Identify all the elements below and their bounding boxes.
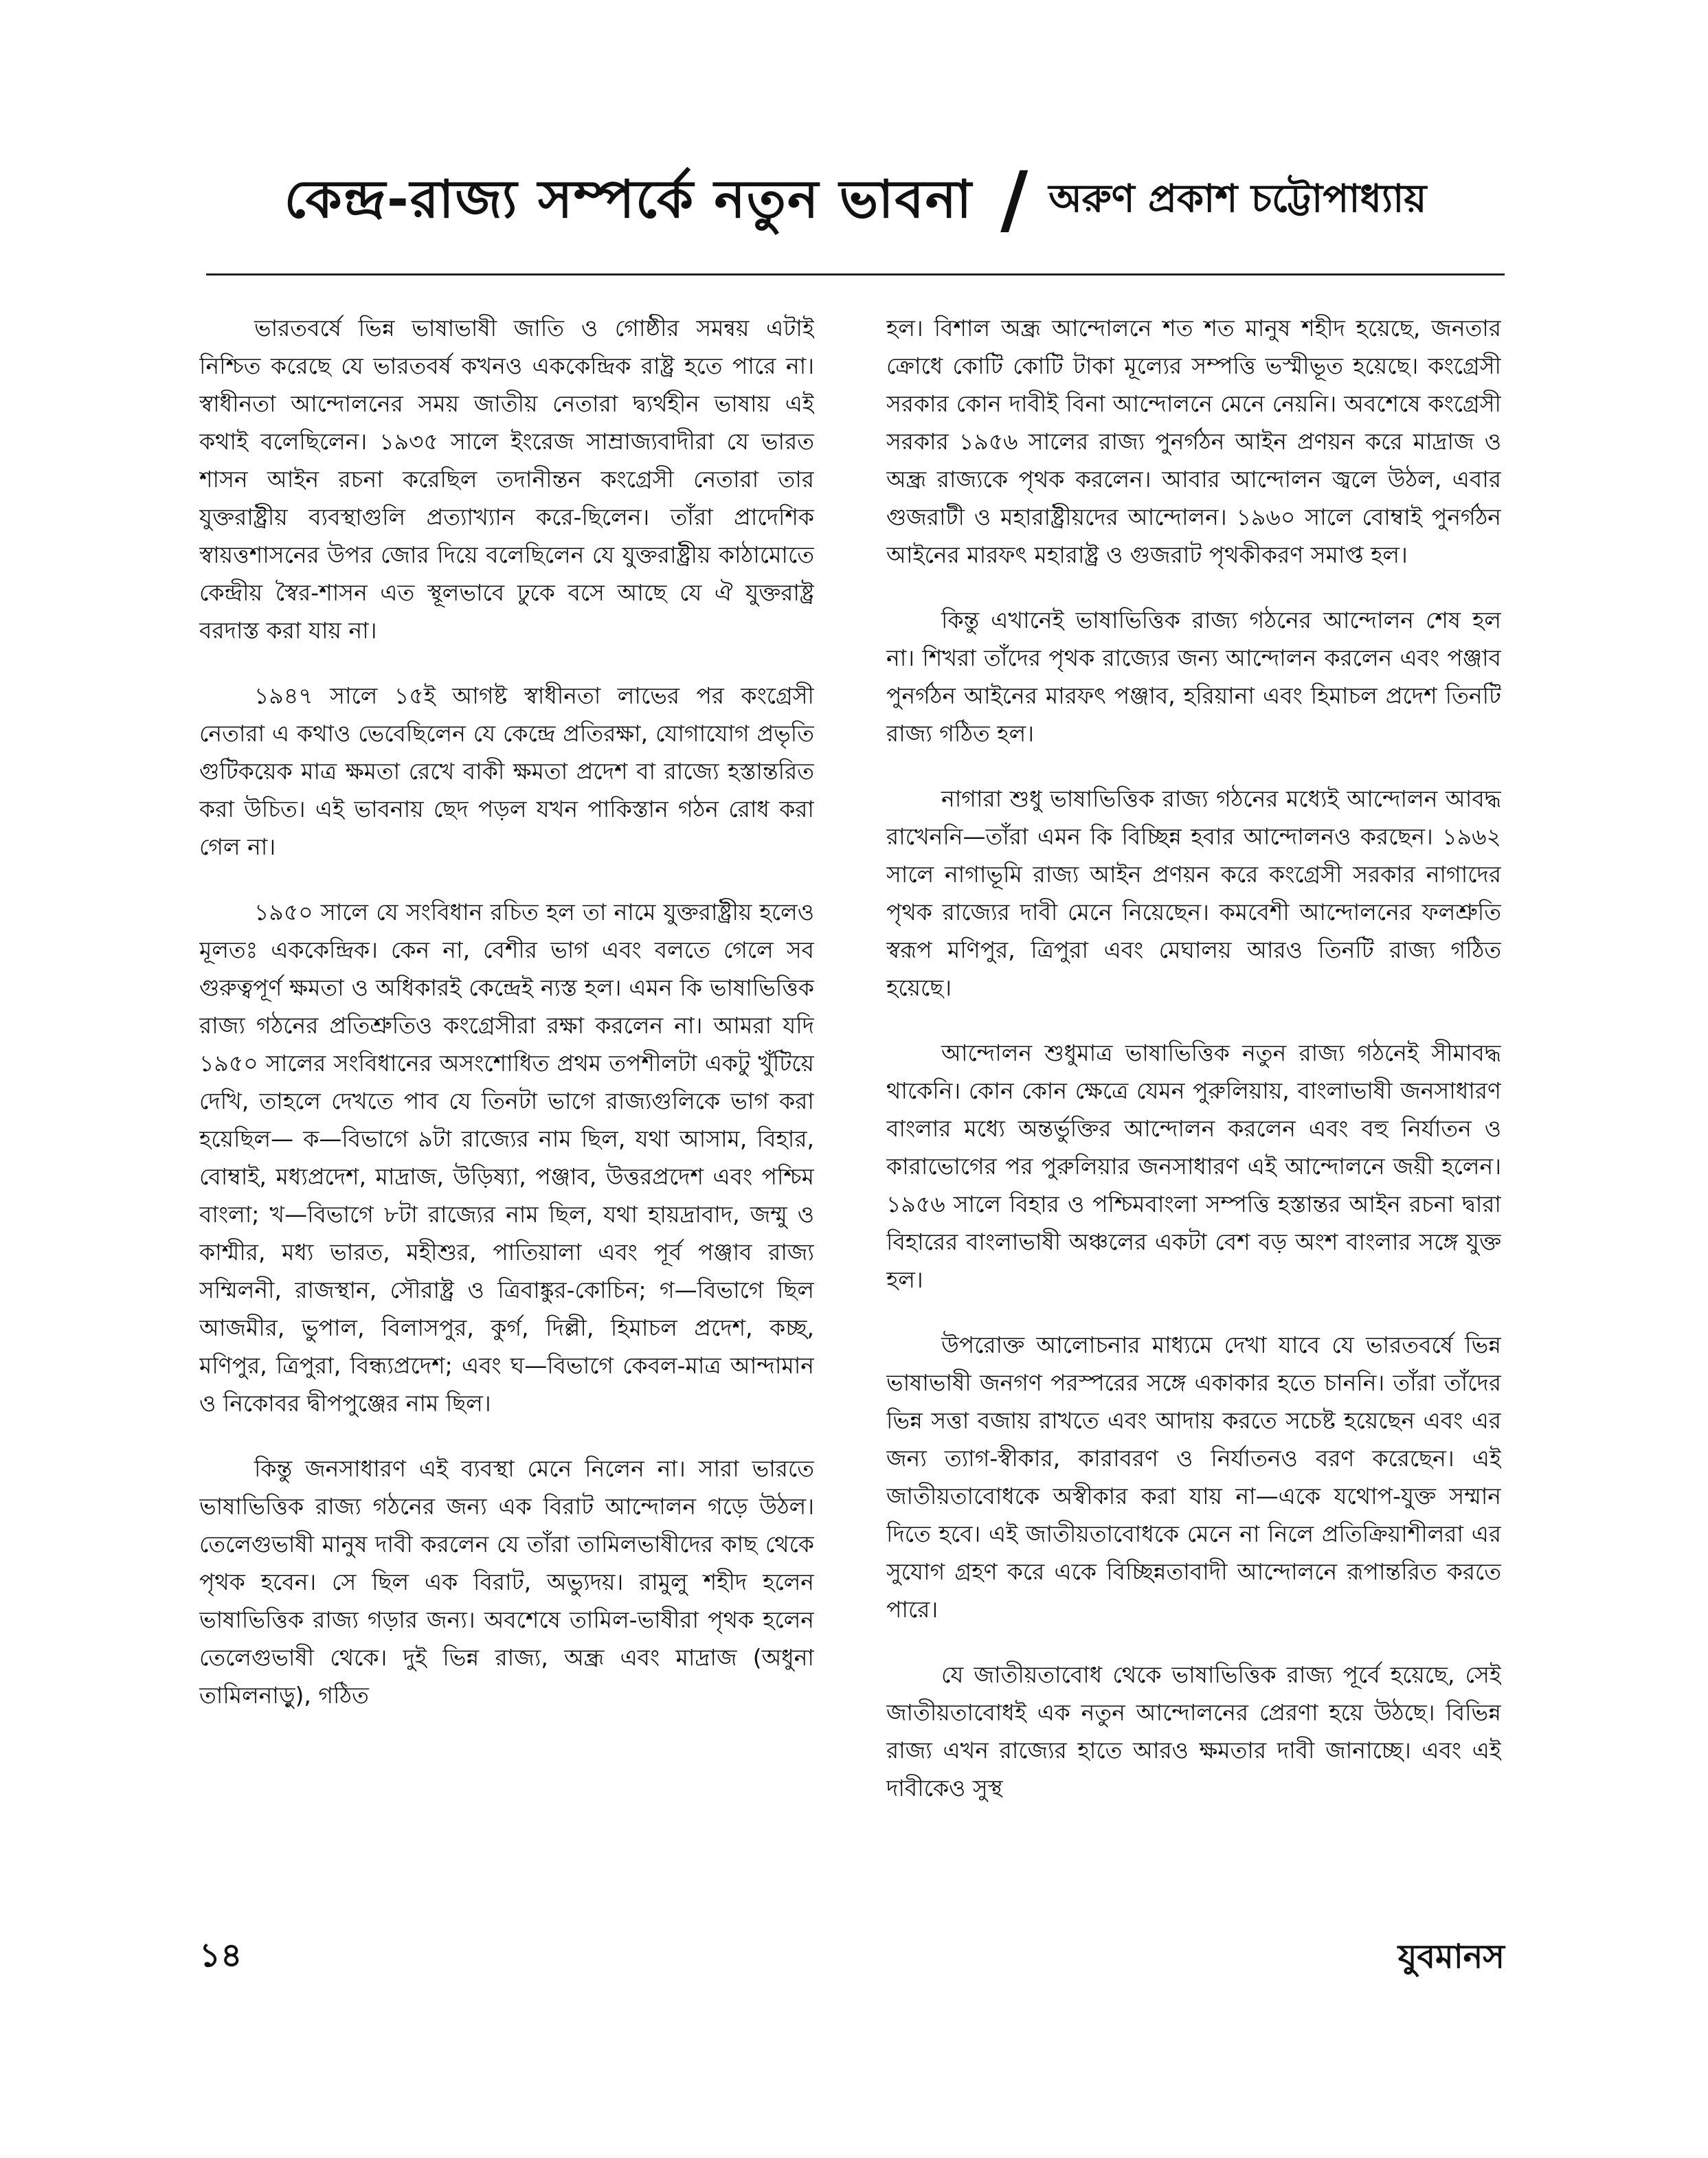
paragraph: উপরোক্ত আলোচনার মাধ্যমে দেখা যাবে যে ভারতবর্ষে ভিন্ন ভাষাভাষী জনগণ পরস্পরের সঙ্গে একাকার হতে চাননি। তাঁরা তাঁদের ভিন্ন সত্তা বজায় রাখতে এবং আদায় করতে সচেষ্ট হয়েছেন এবং এর জন্য ত্যাগ-স্বীকার, কারাবরণ ও নির্যাতনও বরণ করেছেন। এই জাতীয়তাবোধকে অস্বীকার করা যায় না—একে যথোপ-যুক্ত সম্মান দিতে হবে। এই জাতীয়তাবোধকে মেনে না নিলে প্রতিক্রিয়াশীলরা এর সুযোগ গ্রহণ করে একে বিচ্ছিন্নতাবাদী আন্দোলনে রূপান্তরিত করতে পারে। bbox=[886, 1331, 1501, 1623]
paragraph: কিন্তু জনসাধারণ এই ব্যবস্থা মেনে নিলেন না। সারা ভারতে ভাষাভিত্তিক রাজ্য গঠনের জন্য এক বিরাট আন্দোলন গড়ে উঠল। তেলেগুভাষী মানুষ দাবী করলেন যে তাঁরা তামিলভাষীদের কাছ থেকে পৃথক হবেন। সে ছিল এক বিরাট, অভ্যুদয়। রামুলু শহীদ হলেন ভাষাভিত্তিক রাজ্য গড়ার জন্য। অবশেষে তামিল-ভাষীরা পৃথক হলেন তেলেগুভাষী থেকে। দুই ভিন্ন রাজ্য, অন্ধ্র এবং মাদ্রাজ (অধুনা তামিলনাড়ু), গঠিত bbox=[199, 1455, 814, 1709]
paragraph: যে জাতীয়তাবোধ থেকে ভাষাভিত্তিক রাজ্য পূর্বে হয়েছে, সেই জাতীয়তাবোধই এক নতুন আন্দোলনের প্রেরণা হয়ে উঠছে। বিভিন্ন রাজ্য এখন রাজ্যের হাতে আরও ক্ষমতার দাবী জানাচ্ছে। এবং এই দাবীকেও সুস্থ bbox=[886, 1661, 1501, 1801]
right-text-column bbox=[886, 309, 1501, 1917]
paragraph: ভারতবর্ষে ভিন্ন ভাষাভাষী জাতি ও গোষ্ঠীর সমন্বয় এটাই নিশ্চিত করেছে যে ভারতবর্ষ কখনও এককেন্দ্রিক রাষ্ট্র হতে পারে না। স্বাধীনতা আন্দোলনের সময় জাতীয় নেতারা দ্ব্যর্থহীন ভাষায় এই কথাই বলেছিলেন। ১৯৩৫ সালে ইংরেজ সাম্রাজ্যবাদীরা যে ভারত শাসন আইন রচনা করেছিল তদানীন্তন কংগ্রেসী নেতারা তার যুক্তরাষ্ট্রীয় ব্যবস্থাগুলি প্রত্যাখ্যান করে-ছিলেন। তাঁরা প্রাদেশিক স্বায়ত্তশাসনের উপর জোর দিয়ে বলেছিলেন যে যুক্তরাষ্ট্রীয় কাঠামোতে কেন্দ্রীয় স্বৈর-শাসন এত স্থূলভাবে ঢুকে বসে আছে যে ঐ যুক্তরাষ্ট্র বরদাস্ত করা যায় না। bbox=[199, 315, 814, 644]
article-header bbox=[206, 155, 1505, 243]
paragraph: কিন্তু এখানেই ভাষাভিত্তিক রাজ্য গঠনের আন্দোলন শেষ হল না। শিখরা তাঁদের পৃথক রাজ্যের জন্য আন্দোলন করলেন এবং পঞ্জাব পুনর্গঠন আইনের মারফৎ পঞ্জাব, হরিয়ানা এবং হিমাচল প্রদেশ তিনটি রাজ্য গঠিত হল। bbox=[886, 607, 1501, 747]
article-title: কেন্দ্র-রাজ্য সম্পর্কে নতুন ভাবনা bbox=[284, 168, 974, 229]
paragraph: হল। বিশাল অন্ধ্র আন্দোলনে শত শত মানুষ শহীদ হয়েছে, জনতার ক্রোধে কোটি কোটি টাকা মূল্যের সম্পত্তি ভস্মীভূত হয়েছে। কংগ্রেসী সরকার কোন দাবীই বিনা আন্দোলনে মেনে নেয়নি। অবশেষে কংগ্রেসী সরকার ১৯৫৬ সালের রাজ্য পুনর্গঠন আইন প্রণয়ন করে মাদ্রাজ ও অন্ধ্র রাজ্যকে পৃথক করলেন। আবার আন্দোলন জ্বলে উঠল, এবার গুজরাটী ও মহারাষ্ট্রীয়দের আন্দোলন। ১৯৬০ সালে বোম্বাই পুনর্গঠন আইনের মারফৎ মহারাষ্ট্র ও গুজরাট পৃথকীকরণ সমাপ্ত হল। bbox=[886, 315, 1501, 568]
article-author: অরুণ প্রকাশ চট্টোপাধ্যায় bbox=[1048, 177, 1427, 221]
paragraph: ১৯৫০ সালে যে সংবিধান রচিত হল তা নামে যুক্তরাষ্ট্রীয় হলেও মূলতঃ এককেন্দ্রিক। কেন না, বেশীর ভাগ এবং বলতে গেলে সব গুরুত্বপূর্ণ ক্ষমতা ও অধিকারই কেন্দ্রেই ন্যস্ত হল। এমন কি ভাষাভিত্তিক রাজ্য গঠনের প্রতিশ্রুতিও কংগ্রেসীরা রক্ষা করলেন না। আমরা যদি ১৯৫০ সালের সংবিধানের অসংশোধিত প্রথম তপশীলটা একটু খুঁটিয়ে দেখি, তাহলে দেখতে পাব যে তিনটা ভাগে রাজ্যগুলিকে ভাগ করা হয়েছিল— ক—বিভাগে ৯টা রাজ্যের নাম ছিল, যথা আসাম, বিহার, বোম্বাই, মধ্যপ্রদেশ, মাদ্রাজ, উড়িষ্যা, পঞ্জাব, উত্তরপ্রদেশ এবং পশ্চিম বাংলা; খ—বিভাগে ৮টা রাজ্যের নাম ছিল, যথা হায়দ্রাবাদ, জম্মু ও কাশ্মীর, মধ্য ভারত, মহীশুর, পাতিয়ালা এবং পূর্ব পঞ্জাব রাজ্য সম্মিলনী, রাজস্থান, সৌরাষ্ট্র ও ত্রিবাঙ্কুর-কোচিন; গ—বিভাগে ছিল আজমীর, ভুপাল, বিলাসপুর, কুর্গ, দিল্লী, হিমাচল প্রদেশ, কচ্ছ, মণিপুর, ত্রিপুরা, বিন্ধ্যপ্রদেশ; এবং ঘ—বিভাগে কেবল-মাত্র আন্দামান ও নিকোবর দ্বীপপুঞ্জের নাম ছিল। bbox=[199, 899, 814, 1417]
paragraph: আন্দোলন শুধুমাত্র ভাষাভিত্তিক নতুন রাজ্য গঠনেই সীমাবদ্ধ থাকেনি। কোন কোন ক্ষেত্রে যেমন পুরুলিয়ায়, বাংলাভাষী জনসাধারণ বাংলার মধ্যে অন্তর্ভুক্তির আন্দোলন করলেন এবং বহু নির্যাতন ও কারাভোগের পর পুরুলিয়ার জনসাধারণ এই আন্দোলনে জয়ী হলেন। ১৯৫৬ সালে বিহার ও পশ্চিমবাংলা সম্পত্তি হস্তান্তর আইন রচনা দ্বারা বিহারের বাংলাভাষী অঞ্চলের একটা বেশ বড় অংশ বাংলার সঙ্গে যুক্ত হল। bbox=[886, 1039, 1501, 1293]
page-number: ১৪ bbox=[199, 1936, 243, 1975]
title-author-separator: / bbox=[1000, 155, 1029, 243]
magazine-name: যুবমানস bbox=[1397, 1937, 1505, 1976]
left-text-column bbox=[199, 309, 814, 1917]
header-divider bbox=[206, 273, 1505, 276]
paragraph: ১৯৪৭ সালে ১৫ই আগষ্ট স্বাধীনতা লাভের পর কংগ্রেসী নেতারা এ কথাও ভেবেছিলেন যে কেন্দ্রে প্রতিরক্ষা, যোগাযোগ প্রভৃতি গুটিকয়েক মাত্র ক্ষমতা রেখে বাকী ক্ষমতা প্রদেশ বা রাজ্যে হস্তান্তরিত করা উচিত। এই ভাবনায় ছেদ পড়ল যখন পাকিস্তান গঠন রোধ করা গেল না। bbox=[199, 682, 814, 860]
paragraph: নাগারা শুধু ভাষাভিত্তিক রাজ্য গঠনের মধ্যেই আন্দোলন আবদ্ধ রাখেননি—তাঁরা এমন কি বিচ্ছিন্ন হবার আন্দোলনও করছেন। ১৯৬২ সালে নাগাভূমি রাজ্য আইন প্রণয়ন করে কংগ্রেসী সরকার নাগাদের পৃথক রাজ্যের দাবী মেনে নিয়েছেন। কমবেশী আন্দোলনের ফলশ্রুতি স্বরূপ মণিপুর, ত্রিপুরা এবং মেঘালয় আরও তিনটি রাজ্য গঠিত হয়েছে। bbox=[886, 785, 1501, 1001]
